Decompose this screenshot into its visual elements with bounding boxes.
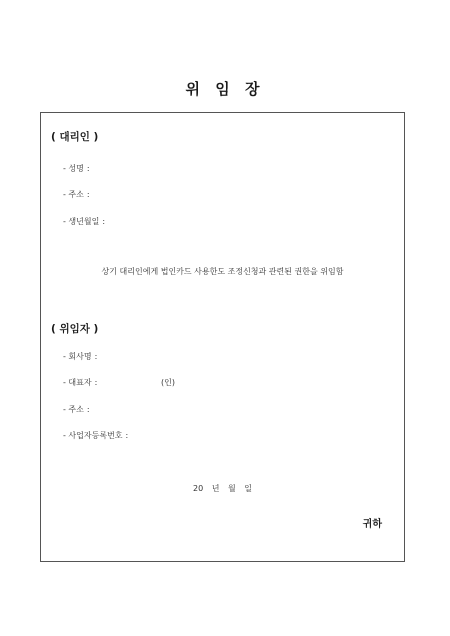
agent-birthdate-field — [63, 216, 105, 227]
business-registration-colon: : — [125, 431, 129, 440]
company-name-colon: : — [94, 352, 98, 361]
agent-birthdate-label: - 생년월일 — [63, 217, 100, 226]
business-registration-field — [63, 430, 128, 441]
agent-name-label: - 성명 — [63, 164, 84, 173]
document-title: 위 임 장 — [185, 80, 265, 98]
agent-birthdate-colon: : — [102, 217, 106, 226]
delegator-section-heading: ( 위임자 ) — [51, 323, 99, 335]
delegator-address-label: - 주소 — [63, 405, 84, 414]
agent-name-colon: : — [86, 164, 90, 173]
company-name-field — [63, 351, 97, 362]
delegation-statement: 상기 대리인에게 법인카드 사용한도 조정신청과 관련된 권한을 위임함 — [101, 267, 344, 276]
addressee: 귀하 — [362, 519, 382, 530]
representative-label: - 대표자 — [63, 378, 92, 387]
delegator-address-field — [63, 404, 90, 415]
business-registration-label: - 사업자등록번호 — [63, 431, 123, 440]
delegator-address-colon: : — [86, 405, 90, 414]
agent-address-field — [63, 189, 90, 200]
delegation-form-box — [40, 112, 405, 562]
company-name-label: - 회사명 — [63, 352, 92, 361]
agent-section-heading: ( 대리인 ) — [51, 131, 99, 143]
representative-colon: : — [94, 378, 98, 387]
agent-address-colon: : — [86, 190, 90, 199]
agent-name-field — [63, 163, 90, 174]
seal-mark: (인) — [161, 378, 175, 387]
representative-field — [63, 377, 97, 388]
date-line: 20 년 월 일 — [193, 484, 252, 493]
agent-address-label: - 주소 — [63, 190, 84, 199]
